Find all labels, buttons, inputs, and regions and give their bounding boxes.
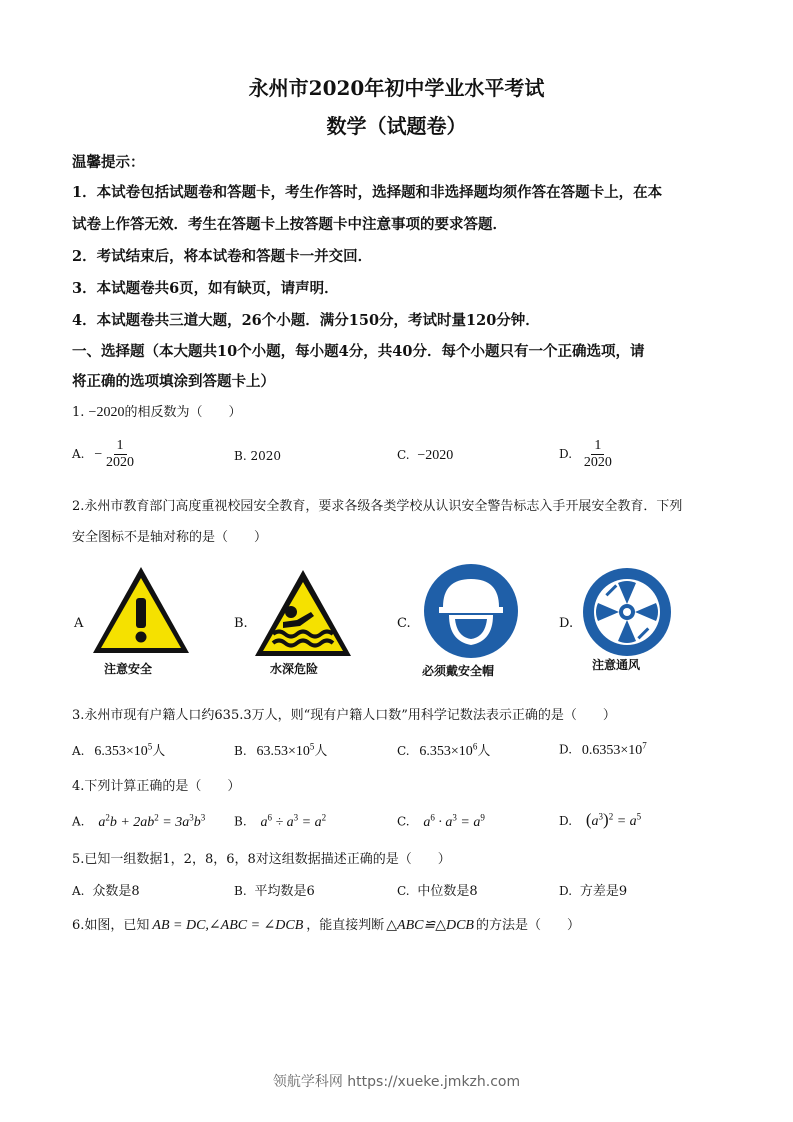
question-1-stem: 1. −2020的相反数为（ ） <box>72 405 242 420</box>
question-5-option-b[interactable]: B. 平均数是6 <box>234 884 315 899</box>
page-subtitle: 数学（试题卷） <box>326 114 467 138</box>
question-4-option-b[interactable]: B. $a^6 \div a^3 = a^2$ <box>234 812 327 830</box>
notice-item-2: 2．考试结束后，将本试卷和答题卡一并交回． <box>72 248 373 265</box>
section-heading-line-2: 将正确的选项填涂到答题卡上） <box>72 373 275 390</box>
notice-item-1-line-2: 试卷上作答无效．考生在答题卡上按答题卡中注意事项的要求答题． <box>72 216 507 233</box>
notice-item-1-line-1: 1．本试卷包括试题卷和答题卡，考生作答时，选择题和非选择题均须作答在答题卡上，在本 <box>72 184 663 201</box>
warning-exclamation-icon <box>90 564 192 656</box>
question-3-option-d[interactable]: D. $0.6353\times 10^7$ <box>559 740 647 758</box>
question-5-option-c[interactable]: C. 中位数是8 <box>397 884 478 899</box>
section-heading-line-1: 一、选择题（本大题共10个小题，每小题4分，共40分．每个小题只有一个正确选项，请 <box>72 343 645 360</box>
question-4-option-a[interactable]: A. $a^2b + 2ab^2 = 3a^3b^3$ <box>72 812 206 830</box>
question-2-option-d-label[interactable]: D. <box>559 616 574 631</box>
notice-heading: 温馨提示： <box>72 154 145 171</box>
question-2-option-a-label[interactable]: A <box>74 616 84 631</box>
ventilation-fan-icon <box>582 567 672 657</box>
question-1-option-b[interactable]: B. 2020 <box>234 449 282 463</box>
question-1-option-a[interactable]: A. − $\frac{1}{2020}$ <box>72 438 135 470</box>
deep-water-icon <box>253 568 353 658</box>
footer-watermark: 领航学科网 https://xueke.jmkzh.com <box>272 1074 521 1090</box>
sign-caption-b: 水深危险 <box>270 662 319 676</box>
question-3-option-b[interactable]: B. $63.53\times 10^5$人 <box>234 741 328 759</box>
question-4-stem: 4.下列计算正确的是（ ） <box>72 779 241 794</box>
question-2-stem-line-2: 安全图标不是轴对称的是（ ） <box>72 530 268 545</box>
question-6-stem: 6.如图，已知 AB = DC,∠ABC = ∠DCB ，能直接判断 △ABC≌△DCB 的方法是（ ） <box>72 918 581 933</box>
question-2-option-c-label[interactable]: C. <box>397 616 411 631</box>
question-3-option-c[interactable]: C. $6.353\times 10^6$人 <box>397 741 491 759</box>
question-4-option-c[interactable]: C. $a^6 \cdot a^3 = a^9$ <box>397 812 485 830</box>
question-5-stem: 5.已知一组数据1，2，8，6，8对这组数据描述正确的是（ ） <box>72 852 451 867</box>
helmet-icon <box>423 563 519 659</box>
question-3-stem: 3.永州市现有户籍人口约635.3万人，则“现有户籍人口数”用科学记数法表示正确的是（ ） <box>72 708 616 723</box>
question-2-option-b-label[interactable]: B. <box>234 616 248 631</box>
notice-item-3: 3．本试题卷共6页，如有缺页，请声明． <box>72 280 339 297</box>
sign-caption-c: 必须戴安全帽 <box>422 664 495 678</box>
question-5-option-a[interactable]: A. 众数是8 <box>72 884 140 899</box>
question-2-stem-line-1: 2.永州市教育部门高度重视校园安全教育，要求各级各类学校从认识安全警告标志入手开展安全教育．下列 <box>72 499 683 514</box>
page-title: 永州市2020年初中学业水平考试 <box>248 76 545 100</box>
question-1-option-d[interactable]: D. $\frac{1}{2020}$ <box>559 438 612 470</box>
question-3-option-a[interactable]: A. $6.353\times 10^5$人 <box>72 741 166 759</box>
question-1-option-c[interactable]: C. −2020 <box>397 448 454 463</box>
notice-item-4: 4．本试题卷共三道大题，26个小题．满分150分，考试时量120分钟． <box>72 312 540 329</box>
sign-caption-d: 注意通风 <box>592 658 641 672</box>
question-4-option-d[interactable]: D. $(a^3)^2 = a^5$ <box>559 810 642 829</box>
question-5-option-d[interactable]: D. 方差是9 <box>559 884 628 899</box>
sign-caption-a: 注意安全 <box>104 662 153 676</box>
